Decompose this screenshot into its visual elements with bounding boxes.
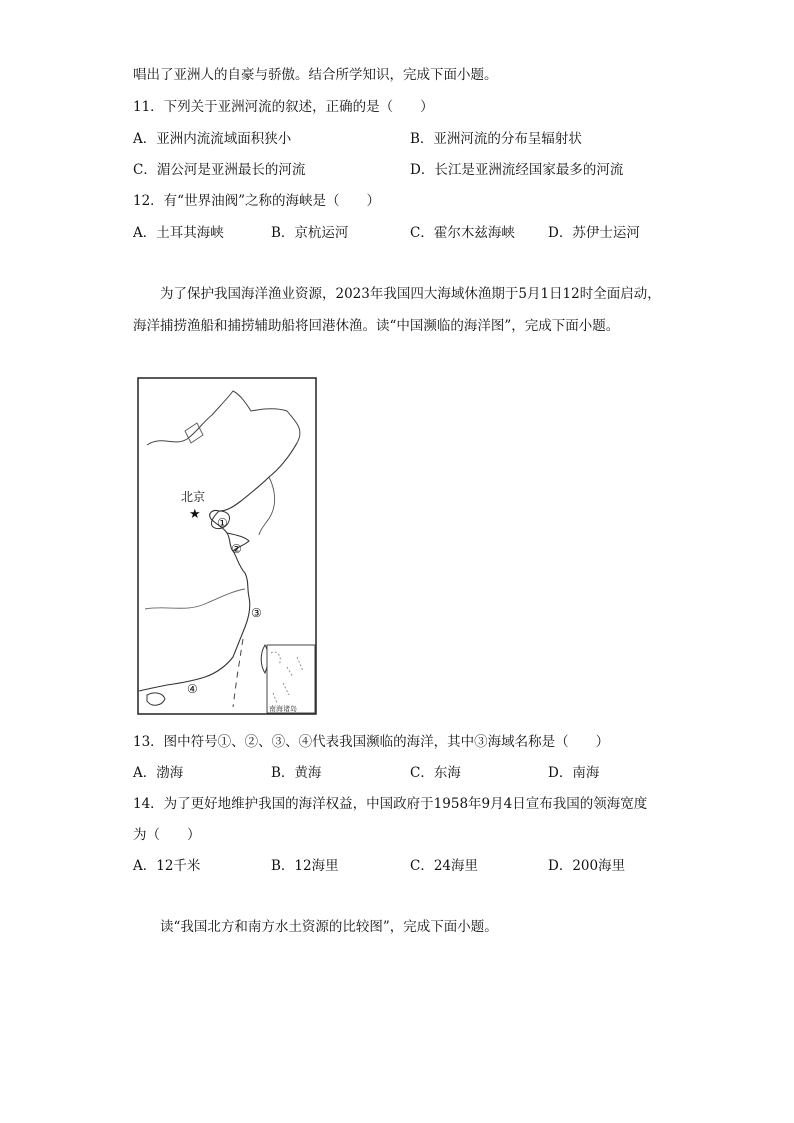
q13-option-c: C．东海 xyxy=(410,765,461,781)
q12-option-b: B．京杭运河 xyxy=(271,225,349,241)
question-14-stem-line1: 14．为了更好地维护我国的海洋权益，中国政府于1958年9月4日宣布我国的领海宽度 xyxy=(133,796,648,812)
inset-label: 南海诸岛 xyxy=(269,705,297,713)
q11-option-d: D．长江是亚洲流经国家最多的河流 xyxy=(410,162,624,178)
question-14-stem-line2: 为（ ） xyxy=(133,827,201,843)
question-11-stem: 11．下列关于亚洲河流的叙述，正确的是（ ） xyxy=(133,99,434,115)
passage-fishing-moratorium: 为了保护我国海洋渔业资源，2023年我国四大海域休渔期于5月1日12时全面启动，海洋捕捞渔船和捕捞辅助船将回港休渔。读“中国濒临的海洋图”，完成下面小题。 xyxy=(133,286,661,334)
q13-option-b: B．黄海 xyxy=(271,765,322,781)
question-13-stem: 13．图中符号①、②、③、④代表我国濒临的海洋，其中③海域名称是（ ） xyxy=(133,734,610,750)
q12-option-a: A．土耳其海峡 xyxy=(133,225,224,241)
intro-tail-text: 唱出了亚洲人的自豪与骄傲。结合所学知识，完成下面小题。 xyxy=(133,67,498,83)
question-12-stem: 12．有“世界油阀”之称的海峡是（ ） xyxy=(133,193,380,209)
q12-option-c: C．霍尔木兹海峡 xyxy=(410,225,515,241)
q12-option-d: D．苏伊士运河 xyxy=(548,225,640,241)
q14-option-a: A．12千米 xyxy=(133,858,201,874)
marker-2: ② xyxy=(231,542,242,556)
south-sea-inset-frame xyxy=(267,645,315,713)
beijing-label: 北京 xyxy=(181,490,206,504)
marker-4: ④ xyxy=(187,682,198,696)
q11-option-b: B．亚洲河流的分布呈辐射状 xyxy=(410,131,582,147)
q11-option-a: A．亚洲内流流域面积狭小 xyxy=(133,131,292,147)
q13-option-a: A．渤海 xyxy=(133,765,184,781)
q11-option-c: C．湄公河是亚洲最长的河流 xyxy=(133,162,306,178)
china-seas-map xyxy=(137,377,317,715)
q14-option-b: B．12海里 xyxy=(271,858,339,874)
q13-option-d: D．南海 xyxy=(548,765,600,781)
beijing-star-icon: ★ xyxy=(189,507,201,522)
q14-option-c: C．24海里 xyxy=(410,858,479,874)
passage-water-land-resources: 读“我国北方和南方水土资源的比较图”，完成下面小题。 xyxy=(160,919,498,935)
marker-1: ① xyxy=(217,516,228,530)
q14-option-d: D．200海里 xyxy=(548,858,626,874)
marker-3: ③ xyxy=(251,606,262,620)
